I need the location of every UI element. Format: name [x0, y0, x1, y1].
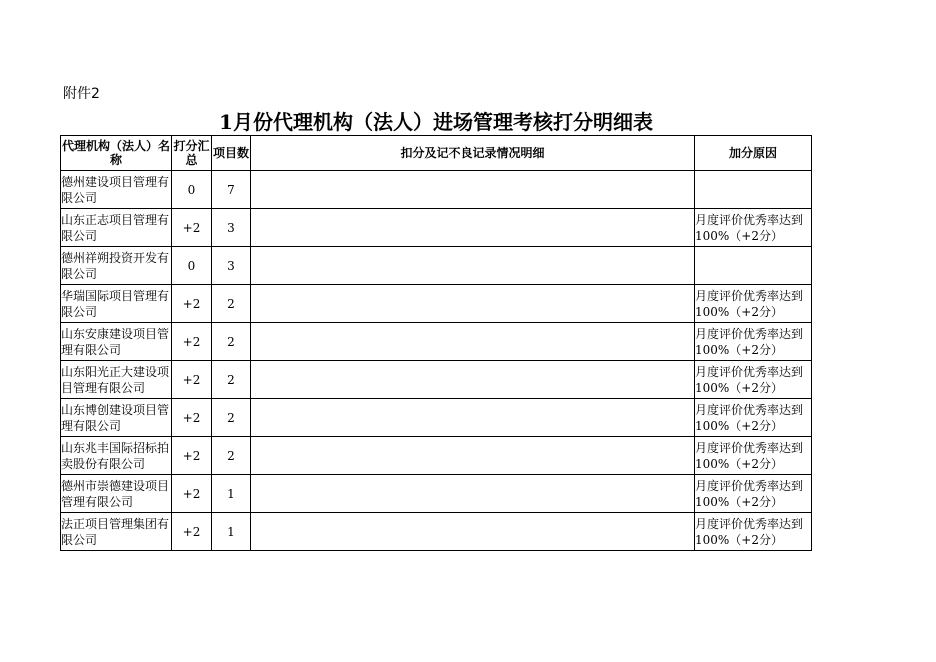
header-score-total: 打分汇总: [172, 136, 212, 171]
deduction-details-cell: [251, 437, 695, 475]
bonus-reason-text: 月度评价优秀率达到100%（+2分）: [695, 212, 804, 243]
header-bonus-reason: 加分原因: [695, 136, 812, 171]
project-count-cell: 1: [212, 475, 251, 513]
project-count-cell: 2: [212, 323, 251, 361]
deduction-details-cell: [251, 285, 695, 323]
page-title: 1月份代理机构（法人）进场管理考核打分明细表: [219, 110, 653, 134]
agency-name: 德州建设项目管理有限公司: [61, 174, 170, 205]
header-project-count: 项目数: [212, 136, 251, 171]
project-count-cell: 7: [212, 171, 251, 209]
score-cell: +2: [172, 475, 212, 513]
agency-name: 山东兆丰国际招标拍卖股份有限公司: [61, 440, 170, 471]
project-count-cell: 1: [212, 513, 251, 551]
table-row: [61, 171, 812, 209]
score-cell: +2: [172, 323, 212, 361]
header-deduction-details: 扣分及记不良记录情况明细: [251, 136, 695, 171]
table-row: [61, 399, 812, 437]
bonus-reason-text: 月度评价优秀率达到100%（+2分）: [695, 288, 804, 319]
agency-name: 山东正志项目管理有限公司: [61, 212, 170, 243]
agency-name: 德州市崇德建设项目管理有限公司: [61, 478, 170, 509]
bonus-reason-cell: [695, 285, 812, 323]
agency-name: 山东博创建设项目管理有限公司: [61, 402, 170, 433]
project-count-cell: 2: [212, 437, 251, 475]
deduction-details-cell: [251, 247, 695, 285]
table-row: [61, 475, 812, 513]
agency-name: 山东阳光正大建设项目管理有限公司: [61, 364, 170, 395]
agency-cell: [61, 285, 172, 323]
table-row: [61, 209, 812, 247]
score-cell: +2: [172, 437, 212, 475]
agency-name: 法正项目管理集团有限公司: [61, 516, 170, 547]
project-count-cell: 3: [212, 247, 251, 285]
bonus-reason-text: 月度评价优秀率达到100%（+2分）: [695, 402, 804, 433]
score-cell: +2: [172, 361, 212, 399]
score-cell: +2: [172, 513, 212, 551]
agency-name: 山东安康建设项目管理有限公司: [61, 326, 170, 357]
score-cell: +2: [172, 399, 212, 437]
bonus-reason-text: 月度评价优秀率达到100%（+2分）: [695, 364, 804, 395]
agency-cell: [61, 323, 172, 361]
header-agency: 代理机构（法人）名称: [61, 136, 172, 171]
bonus-reason-cell: [695, 323, 812, 361]
header-row: [61, 136, 812, 171]
deduction-details-cell: [251, 513, 695, 551]
bonus-reason-cell: [695, 475, 812, 513]
agency-cell: [61, 247, 172, 285]
bonus-reason-cell: [695, 209, 812, 247]
table-row: [61, 247, 812, 285]
score-cell: +2: [172, 285, 212, 323]
deduction-details-cell: [251, 475, 695, 513]
project-count-cell: 2: [212, 361, 251, 399]
bonus-reason-text: 月度评价优秀率达到100%（+2分）: [695, 440, 804, 471]
score-cell: 0: [172, 247, 212, 285]
agency-cell: [61, 171, 172, 209]
agency-cell: [61, 437, 172, 475]
table-row: [61, 285, 812, 323]
score-cell: +2: [172, 209, 212, 247]
annex-label: 附件2: [63, 86, 100, 102]
bonus-reason-text: 月度评价优秀率达到100%（+2分）: [695, 516, 804, 547]
bonus-reason-cell: [695, 437, 812, 475]
bonus-reason-cell: [695, 361, 812, 399]
bonus-reason-cell: [695, 171, 812, 209]
bonus-reason-cell: [695, 247, 812, 285]
table-row: [61, 513, 812, 551]
deduction-details-cell: [251, 209, 695, 247]
table-row: [61, 323, 812, 361]
agency-name: 华瑞国际项目管理有限公司: [61, 288, 170, 319]
deduction-details-cell: [251, 171, 695, 209]
project-count-cell: 3: [212, 209, 251, 247]
deduction-details-cell: [251, 323, 695, 361]
bonus-reason-cell: [695, 513, 812, 551]
project-count-cell: 2: [212, 285, 251, 323]
score-cell: 0: [172, 171, 212, 209]
project-count-cell: 2: [212, 399, 251, 437]
agency-cell: [61, 475, 172, 513]
score-table: [60, 135, 812, 551]
bonus-reason-cell: [695, 399, 812, 437]
deduction-details-cell: [251, 399, 695, 437]
bonus-reason-text: 月度评价优秀率达到100%（+2分）: [695, 478, 804, 509]
agency-name: 德州祥朔投资开发有限公司: [61, 250, 170, 281]
table-row: [61, 437, 812, 475]
agency-cell: [61, 399, 172, 437]
agency-cell: [61, 513, 172, 551]
bonus-reason-text: 月度评价优秀率达到100%（+2分）: [695, 326, 804, 357]
agency-cell: [61, 361, 172, 399]
table-row: [61, 361, 812, 399]
deduction-details-cell: [251, 361, 695, 399]
agency-cell: [61, 209, 172, 247]
